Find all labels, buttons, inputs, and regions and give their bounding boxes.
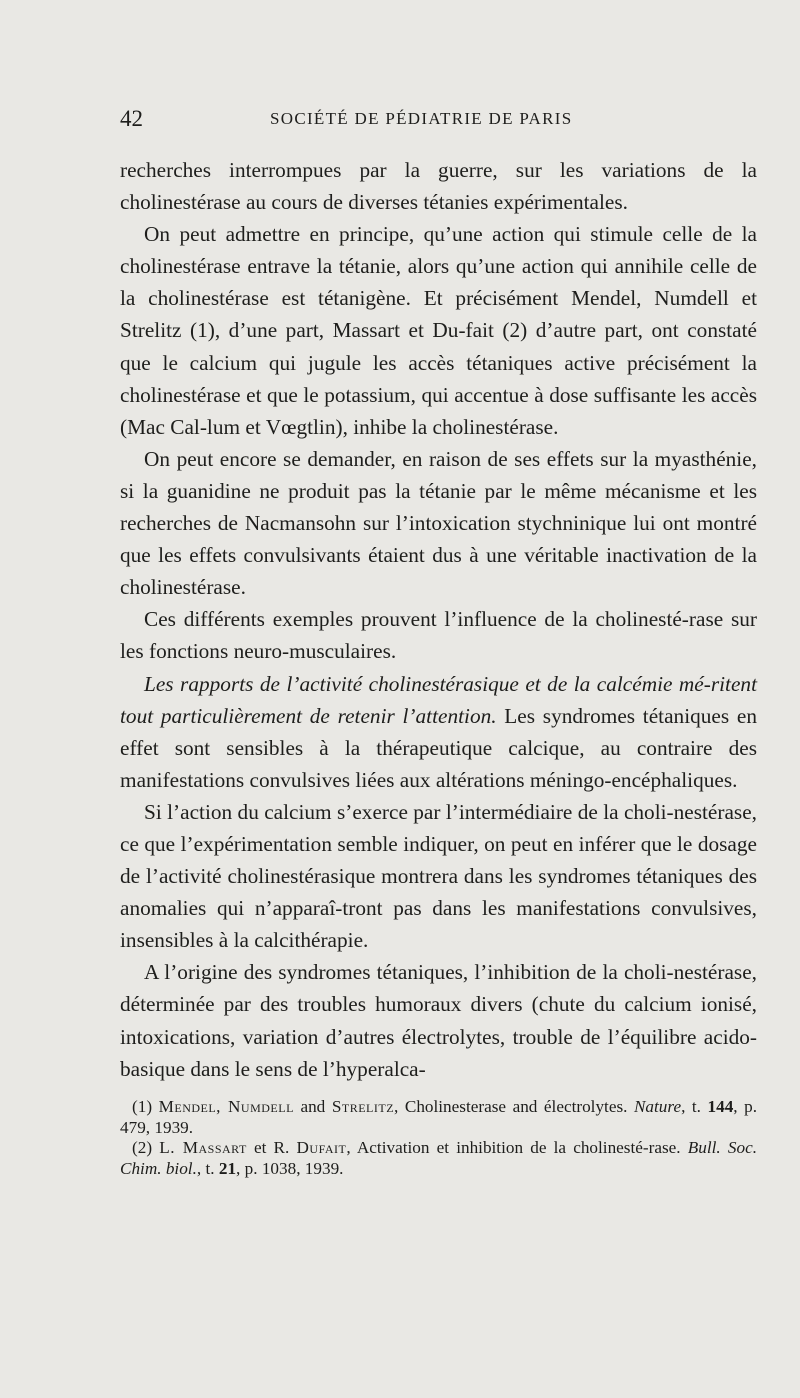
footnotes [120,1097,757,1179]
footnote-text: et R. [246,1138,297,1157]
footnote-title: , Activation et inhibition de la cholinesté-rase. [346,1138,681,1157]
footnote-journal: Bull. Soc. Chim. biol. [120,1138,758,1178]
paragraph: Si l’action du calcium s’exerce par l’intermédiaire de la choli-nestérase, ce que l’expérimentation semble indiquer, on peut en inférer que le dosage de l’activité cholinestérasique montrera dans les syndromes tétaniques des anomalies qui n’apparaî-tront pas dans les manifestations convulsives, insensibles à la calcithérapie. [120,799,757,953]
footnote-journal: Nature [633,1097,682,1116]
footnote-authors: L. Massart [159,1138,247,1157]
footnote-text: , p. 479, 1939. [120,1097,758,1137]
footnote-text: , p. 1038, 1939. [236,1158,344,1178]
footnote [120,1097,757,1138]
footnote-marker: (1) [132,1097,153,1116]
paragraph: On peut encore se demander, en raison de ses effets sur la myasthénie, si la guanidine ne produit pas la tétanie par le même mécanisme et les recherches de Nacmansohn sur l’intoxication stychninique lui ont montré que les effets convulsivants étaient dus à une véritable inactivation de la cholinestérase. [120,446,757,600]
paragraph-text: Les syndromes tétaniques en effet sont sensibles à la thérapeutique calcique, au contraire des manifestations convulsives liées aux altérations méningo-encéphaliques. [120,703,757,792]
footnote-marker: (2) [132,1138,153,1157]
footnote-authors: Mendel, Numdell [158,1097,294,1116]
footnote-text: and [293,1097,332,1116]
footnote [120,1138,757,1179]
footnote-text: , t. [196,1158,219,1178]
paragraph: Ces différents exemples prouvent l’influence de la cholinesté-rase sur les fonctions neuro-musculaires. [120,607,757,664]
footnote-authors: Strelitz [331,1097,395,1116]
page-header [120,106,757,134]
paragraph [120,668,757,796]
footnote-text: , t. [681,1097,708,1116]
footnote-authors: Dufait [296,1138,347,1157]
italic-emphasis: Les rapports de l’activité cholinestérasique et de la calcémie mé-ritent tout particulièrement de retenir l’attention. [120,671,757,728]
body-text [120,154,757,1085]
footnote-title: , Cholinesterase and électrolytes. [394,1097,628,1116]
paragraph: A l’origine des syndromes tétaniques, l’inhibition de la choli-nestérase, déterminée par des troubles humoraux divers (chute du calcium ionisé, intoxications, variation d’autres électrolytes, trouble de l’équilibre acido-basique dans le sens de l’hyperalca- [120,960,757,1081]
paragraph: recherches interrompues par la guerre, sur les variations de la cholinestérase au cours de diverses tétanies expérimentales. [120,158,757,215]
running-title: SOCIÉTÉ DE PÉDIATRIE DE PARIS [270,109,573,128]
footnote-volume: 21 [218,1158,237,1178]
paragraph: On peut admettre en principe, qu’une action qui stimule celle de la cholinestérase entrave la tétanie, alors qu’une action qui annihile celle de la cholinestérase est tétanigène. Et précisément Mendel, Numdell et Strelitz (1), d’une part, Massart et Du-fait (2) d’autre part, ont constaté que le calcium qui jugule les accès tétaniques active précisément la cholinestérase et que le potassium, qui accentue à dose suffisante les accès (Mac Cal-lum et Vœgtlin), inhibe la cholinestérase. [120,222,757,439]
page-number: 42 [120,106,143,131]
footnote-volume: 144 [707,1097,734,1116]
